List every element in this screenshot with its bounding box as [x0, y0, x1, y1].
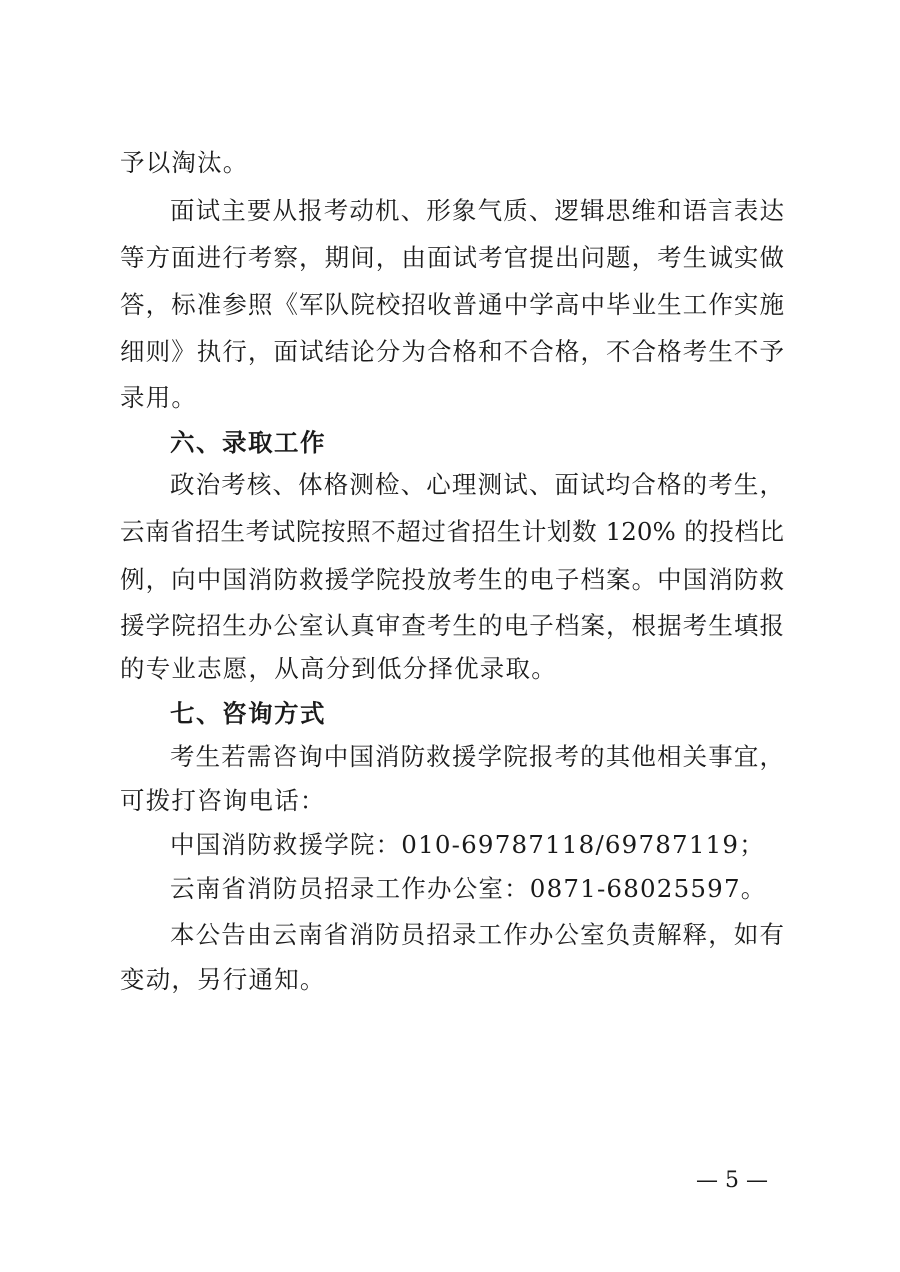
page-number: — 5 —	[696, 1168, 768, 1193]
paragraph-line: 可拨打咨询电话：	[120, 786, 326, 815]
paragraph-line: 的专业志愿，从高分到低分择优录取。	[120, 654, 557, 683]
paragraph-line: 援学院招生办公室认真审查考生的电子档案，根据考生填报	[120, 611, 784, 640]
paragraph-line: 等方面进行考察，期间，由面试考官提出问题，考生诚实做	[120, 243, 784, 272]
paragraph-line: 考生若需咨询中国消防救援学院报考的其他相关事宜，	[170, 742, 784, 771]
paragraph-line: 录用。	[120, 383, 198, 412]
paragraph-line: 例，向中国消防救援学院投放考生的电子档案。中国消防救	[120, 565, 784, 594]
paragraph-line: 予以淘汰。	[120, 148, 249, 177]
paragraph-line: 云南省招生考试院按照不超过省招生计划数 120% 的投档比	[120, 517, 784, 546]
contact-line: 云南省消防员招录工作办公室：0871-68025597。	[170, 874, 767, 903]
paragraph-line: 本公告由云南省消防员招录工作办公室负责解释，如有	[170, 920, 784, 949]
section-heading: 六、录取工作	[170, 428, 326, 457]
paragraph-line: 变动，另行通知。	[120, 965, 326, 994]
paragraph-line: 面试主要从报考动机、形象气质、逻辑思维和语言表达	[170, 196, 784, 225]
section-heading: 七、咨询方式	[170, 699, 326, 728]
paragraph-line: 细则》执行，面试结论分为合格和不合格，不合格考生不予	[120, 337, 784, 366]
contact-line: 中国消防救援学院：010-69787118/69787119；	[170, 830, 765, 859]
paragraph-line: 答，标准参照《军队院校招收普通中学高中毕业生工作实施	[120, 290, 784, 319]
paragraph-line: 政治考核、体格测检、心理测试、面试均合格的考生，	[170, 470, 784, 499]
